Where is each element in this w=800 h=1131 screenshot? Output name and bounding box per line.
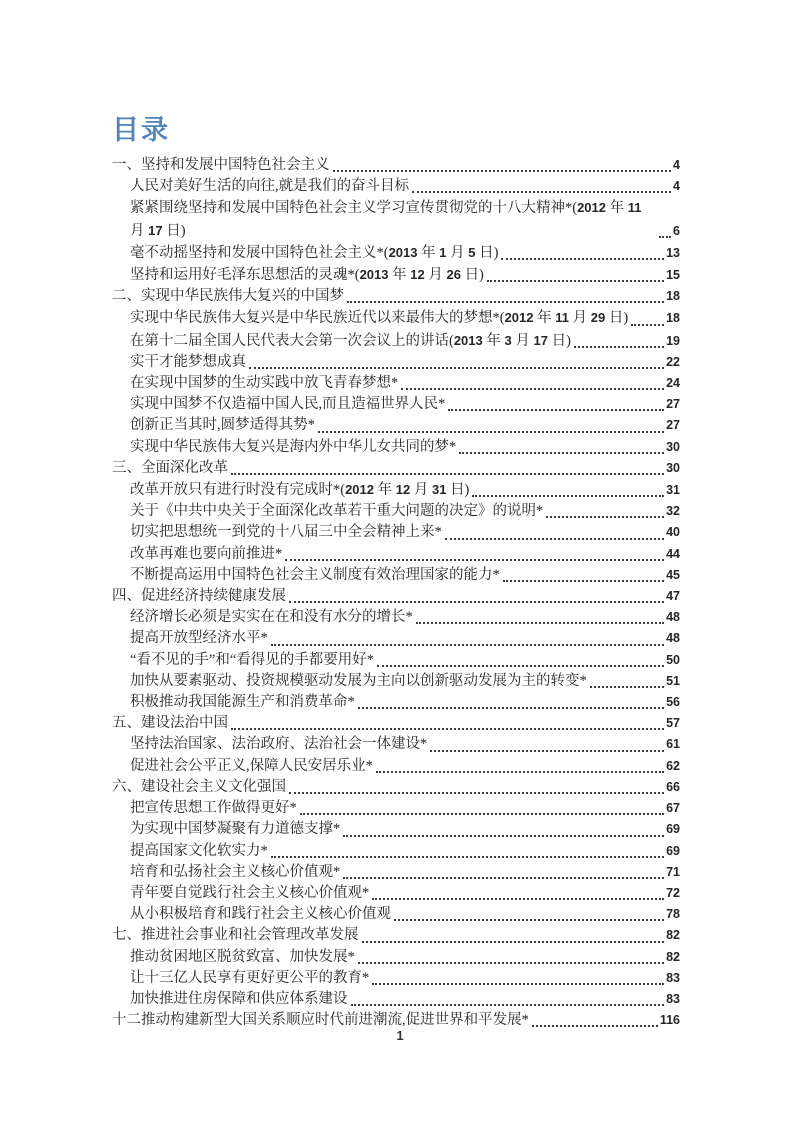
toc-entry[interactable] (112, 947, 680, 968)
toc-entry-text: 经济增长必须是实实在在和没有水分的增长* (130, 609, 413, 626)
dot-leader (631, 324, 664, 326)
toc-entry-page: 51 (666, 673, 680, 688)
toc-entry-page: 48 (666, 610, 680, 625)
toc-entry[interactable] (112, 415, 680, 436)
toc-entry[interactable] (112, 925, 680, 946)
dot-leader (289, 601, 664, 603)
toc-entry[interactable] (112, 671, 680, 692)
toc-entry-text: 推动贫困地区脱贫致富、加快发展* (130, 948, 355, 965)
toc-entry-text: 六、建设社会主义文化强国 (112, 778, 286, 795)
dot-leader (416, 622, 664, 624)
toc-entry-text: 促进社会公平正义,保障人民安居乐业* (130, 757, 373, 774)
toc-entry[interactable] (112, 501, 680, 522)
toc-entry[interactable] (112, 713, 680, 734)
toc-entry[interactable] (112, 155, 680, 176)
toc-entry-text: 改革再难也要向前推进* (130, 545, 283, 562)
toc-entry-page: 67 (666, 801, 680, 816)
toc-entry-page: 18 (666, 289, 680, 304)
dot-leader (372, 983, 664, 985)
toc-entry-page: 62 (666, 758, 680, 773)
dot-leader (376, 771, 664, 773)
toc-entry[interactable] (112, 330, 680, 352)
toc-entry-page: 83 (666, 991, 680, 1006)
toc-entry[interactable] (112, 819, 680, 840)
toc-entry[interactable] (112, 176, 680, 197)
toc-entry-text: 一、坚持和发展中国特色社会主义 (112, 157, 330, 173)
dot-leader (358, 707, 664, 709)
toc-entry-page: 18 (666, 311, 680, 326)
dot-leader (459, 452, 664, 454)
dot-leader (372, 898, 664, 900)
toc-entry-text: 坚持和运用好毛泽东思想活的灵魂*(2013 年 12 月 26 日) (130, 267, 484, 284)
dot-leader (445, 538, 664, 540)
dot-leader (271, 644, 664, 646)
toc-title: 目录 (112, 115, 170, 145)
dot-leader (249, 367, 664, 369)
toc-entry[interactable] (112, 883, 680, 904)
dot-leader (501, 258, 664, 260)
toc-entry[interactable] (112, 264, 680, 286)
dot-leader (401, 388, 664, 390)
toc-entry-text: 加快从要素驱动、投资规模驱动发展为主向以创新驱动发展为主的转变* (130, 672, 587, 689)
toc-list (112, 155, 680, 1031)
toc-entry[interactable] (112, 904, 680, 925)
dot-leader (362, 941, 665, 943)
dot-leader (300, 813, 664, 815)
toc-entry[interactable] (112, 373, 680, 394)
toc-entry[interactable] (112, 777, 680, 798)
toc-entry-page: 116 (659, 1013, 680, 1028)
dot-leader (271, 856, 664, 858)
dot-leader (659, 236, 671, 238)
toc-entry-page: 19 (666, 333, 680, 348)
toc-entry[interactable] (112, 989, 680, 1010)
toc-entry-text: 切实把思想统一到党的十八届三中全会精神上来* (130, 524, 442, 541)
toc-entry[interactable] (112, 692, 680, 713)
toc-entry-page: 44 (666, 546, 680, 561)
toc-entry-page: 22 (666, 354, 680, 369)
toc-entry-text: 加快推进住房保障和供应体系建设 (130, 990, 348, 1007)
toc-entry-page: 30 (666, 439, 680, 454)
toc-entry[interactable] (112, 286, 680, 307)
toc-entry-text: 四、促进经济持续健康发展 (112, 588, 286, 605)
dot-leader (377, 665, 664, 667)
toc-entry-text: 把宣传思想工作做得更好* (130, 800, 297, 817)
toc-entry[interactable] (112, 841, 680, 862)
toc-entry-text: 提高国家文化软实力* (130, 842, 268, 859)
toc-entry[interactable] (112, 586, 680, 607)
dot-leader (430, 750, 664, 752)
toc-entry[interactable] (112, 352, 680, 373)
toc-entry-page: 40 (666, 525, 680, 540)
toc-entry[interactable] (112, 197, 680, 241)
toc-entry-page: 72 (666, 885, 680, 900)
toc-entry[interactable] (112, 565, 680, 586)
toc-entry-text: 关于《中共中央关于全面深化改革若干重大问题的决定》的说明* (130, 503, 544, 520)
toc-entry-page: 27 (666, 397, 680, 412)
toc-entry[interactable] (112, 522, 680, 543)
toc-entry-page: 4 (673, 179, 680, 194)
dot-leader (358, 962, 664, 964)
toc-entry-text: “看不见的手”和“看得见的手都要用好* (130, 651, 375, 668)
toc-entry-page: 69 (666, 822, 680, 837)
dot-leader (590, 686, 664, 688)
dot-leader (333, 170, 672, 172)
toc-entry-text: 积极推动我国能源生产和消费革命* (130, 694, 355, 711)
dot-leader (351, 1004, 665, 1006)
dot-leader (285, 559, 664, 561)
toc-entry-text: 让十三亿人民享有更好更公平的教育* (130, 969, 370, 986)
toc-entry-text: 坚持法治国家、法治政府、法治社会一体建设* (130, 736, 428, 753)
dot-leader (487, 280, 664, 282)
dot-leader (472, 495, 664, 497)
dot-leader (289, 792, 664, 794)
toc-entry[interactable] (112, 968, 680, 989)
toc-entry[interactable] (112, 307, 680, 329)
dot-leader (343, 877, 664, 879)
dot-leader (503, 580, 664, 582)
toc-entry-text: 提高开放型经济水平* (130, 630, 268, 647)
toc-entry-page: 47 (666, 589, 680, 604)
toc-entry-page: 45 (666, 567, 680, 582)
toc-entry-page: 71 (666, 864, 680, 879)
toc-entry[interactable] (112, 437, 680, 458)
toc-entry-page: 27 (666, 418, 680, 433)
toc-entry[interactable] (112, 607, 680, 628)
toc-entry-text: 为实现中国梦凝聚有力道德支撑* (130, 821, 341, 838)
dot-leader (347, 301, 664, 303)
toc-entry-page: 6 (673, 223, 680, 238)
toc-entry[interactable] (112, 862, 680, 883)
toc-entry-page: 57 (666, 716, 680, 731)
toc-entry-page: 24 (666, 376, 680, 391)
toc-entry-text: 毫不动摇坚持和发展中国特色社会主义*(2013 年 1 月 5 日) (130, 244, 499, 261)
dot-leader (318, 431, 664, 433)
toc-entry-page: 48 (666, 631, 680, 646)
toc-entry-page: 15 (666, 268, 680, 283)
toc-entry-text: 改革开放只有进行时没有完成时*(2012 年 12 月 31 日) (130, 482, 470, 499)
toc-entry-text: 实现中国梦不仅造福中国人民,而且造福世界人民* (130, 396, 446, 413)
dot-leader (231, 728, 664, 730)
toc-entry[interactable] (112, 628, 680, 649)
dot-leader (546, 516, 664, 518)
toc-entry-page: 56 (666, 695, 680, 710)
dot-leader (574, 346, 664, 348)
dot-leader (412, 191, 671, 193)
toc-entry-page: 4 (673, 158, 680, 172)
dot-leader (343, 835, 664, 837)
toc-entry-text: 培育和弘扬社会主义核心价值观* (130, 863, 341, 880)
toc-entry[interactable] (112, 458, 680, 479)
toc-entry-page: 31 (666, 483, 680, 498)
dot-leader (231, 473, 664, 475)
toc-entry-text: 三、全面深化改革 (112, 459, 228, 476)
dot-leader (448, 409, 664, 411)
toc-entry[interactable] (112, 798, 680, 819)
toc-entry-page: 13 (666, 245, 680, 260)
toc-entry-page: 50 (666, 652, 680, 667)
toc-entry-text: 不断提高运用中国特色社会主义制度有效治理国家的能力* (130, 566, 500, 583)
toc-entry-text: 创新正当其时,圆梦适得其势* (130, 417, 315, 434)
toc-entry-text: 实干才能梦想成真 (130, 353, 246, 370)
toc-entry-text: 五、建设法治中国 (112, 715, 228, 732)
toc-entry-page: 83 (666, 970, 680, 985)
toc-entry-text: 从小积极培育和践行社会主义核心价值观 (130, 906, 391, 923)
toc-entry-page: 32 (666, 504, 680, 519)
toc-entry[interactable] (112, 394, 680, 415)
toc-entry-text: 青年要自觉践行社会主义核心价值观* (130, 884, 370, 901)
page-number: 1 (396, 1028, 404, 1043)
toc-entry[interactable] (112, 734, 680, 755)
toc-entry-text: 十二推动构建新型大国关系顺应时代前进潮流,促进世界和平发展* (112, 1012, 529, 1029)
toc-entry-page: 82 (666, 949, 680, 964)
toc-entry-page: 69 (666, 843, 680, 858)
dot-leader (394, 919, 664, 921)
toc-entry-page: 78 (666, 907, 680, 922)
toc-entry-text: 在实现中国梦的生动实践中放飞青春梦想* (130, 375, 399, 392)
toc-entry-text: 二、实现中华民族伟大复兴的中国梦 (112, 288, 344, 305)
toc-entry[interactable] (112, 479, 680, 501)
toc-entry-page: 30 (666, 460, 680, 475)
toc-entry-page: 61 (666, 737, 680, 752)
toc-entry[interactable] (112, 544, 680, 565)
toc-entry[interactable] (112, 756, 680, 777)
toc-entry-text: 人民对美好生活的向往,就是我们的奋斗目标 (130, 178, 410, 195)
toc-entry[interactable] (112, 242, 680, 264)
toc-entry-text: 实现中华民族伟大复兴是海内外中华儿女共同的梦* (130, 438, 457, 455)
toc-entry-text: 实现中华民族伟大复兴是中华民族近代以来最伟大的梦想*(2012 年 11 月 29 日) (130, 310, 629, 327)
toc-entry-page: 66 (666, 779, 680, 794)
toc-entry[interactable] (112, 650, 680, 671)
toc-entry-text: 七、推进社会事业和社会管理改革发展 (112, 927, 359, 944)
toc-entry-page: 82 (666, 928, 680, 943)
toc-entry-text: 紧紧围绕坚持和发展中国特色社会主义学习宣传贯彻党的十八大精神*(2012 年 11 月 17 日) (130, 200, 642, 239)
toc-entry-text: 在第十二届全国人民代表大会第一次会议上的讲话(2013 年 3 月 17 日) (130, 332, 571, 349)
